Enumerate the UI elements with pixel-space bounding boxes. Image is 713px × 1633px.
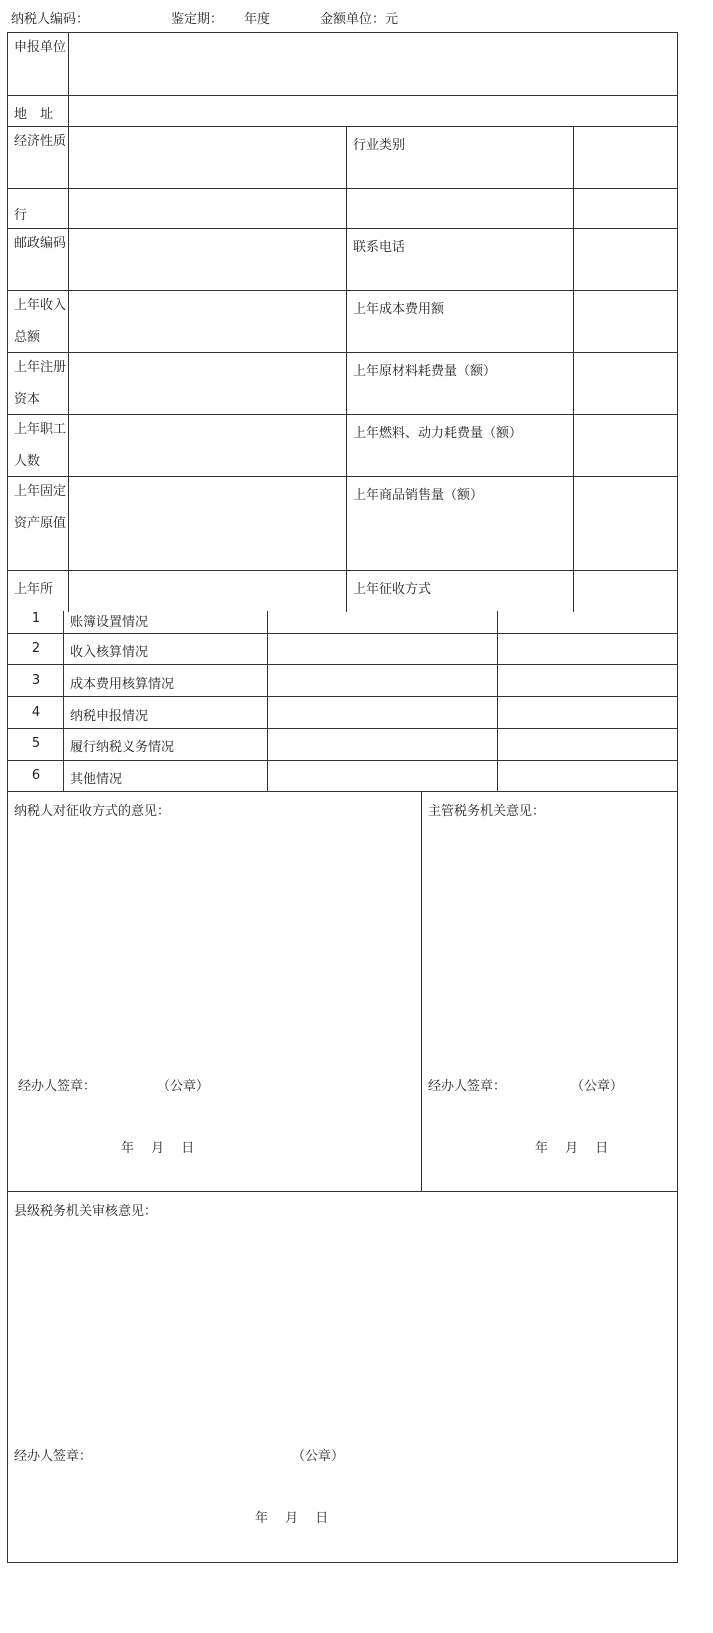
check-item: 履行纳税义务情况 [70, 740, 175, 755]
county-opinion-title: 县级税务机关审核意见： [14, 1204, 158, 1219]
check-no: 1 [31, 611, 41, 626]
authority-opinion-title: 主管税务机关意见： [428, 804, 546, 819]
economic-nature-label: 经济性质 [14, 134, 67, 149]
date-label: 年 月 日 [121, 1141, 195, 1156]
check-no: 6 [31, 768, 41, 783]
seal-label: （公章） [292, 1449, 345, 1464]
signer-label: 经办人签章： [18, 1079, 97, 1094]
taxpayer-code-label: 纳税人编码： [11, 12, 90, 27]
postcode-label: 邮政编码 [14, 236, 67, 251]
phone-label: 联系电话 [353, 240, 406, 255]
signer-label: 经办人签章： [14, 1449, 93, 1464]
check-no: 5 [31, 736, 41, 751]
date-label: 年 月 日 [255, 1511, 329, 1526]
check-item: 收入核算情况 [70, 645, 149, 660]
check-no: 4 [31, 705, 41, 720]
appraisal-period-label: 鉴定期： [171, 12, 224, 27]
check-no: 2 [31, 641, 41, 656]
fuel-label: 上年燃料、动力耗费量（额） [353, 426, 523, 441]
amount-unit-label: 金额单位：元 [320, 12, 399, 27]
date-label: 年 月 日 [535, 1141, 609, 1156]
check-item: 纳税申报情况 [70, 709, 149, 724]
material-label: 上年原材料耗费量（额） [353, 364, 497, 379]
check-item: 账簿设置情况 [70, 615, 149, 630]
seal-label: （公章） [157, 1079, 210, 1094]
signer-label: 经办人签章： [428, 1079, 507, 1094]
seal-label: （公章） [571, 1079, 624, 1094]
cost-label: 上年成本费用额 [353, 302, 445, 317]
capital-label: 上年注册资本 [14, 360, 67, 407]
bank-label: 行 [14, 208, 28, 223]
assets-label: 上年固定资产原值 [14, 484, 67, 531]
tax-label: 上年所 [14, 582, 54, 597]
unit-name-label: 申报单位 [14, 40, 67, 55]
industry-label: 行业类别 [353, 138, 406, 153]
check-item: 成本费用核算情况 [70, 677, 175, 692]
method-label: 上年征收方式 [353, 582, 432, 597]
check-no: 3 [31, 673, 41, 688]
check-item: 其他情况 [70, 772, 123, 787]
address-label: 地 址 [14, 107, 54, 122]
year-label: 年度 [244, 12, 271, 27]
goods-label: 上年商品销售量（额） [353, 488, 484, 503]
taxpayer-opinion-title: 纳税人对征收方式的意见： [14, 804, 171, 819]
income-label: 上年收入总额 [14, 298, 67, 345]
staff-label: 上年职工人数 [14, 422, 67, 469]
